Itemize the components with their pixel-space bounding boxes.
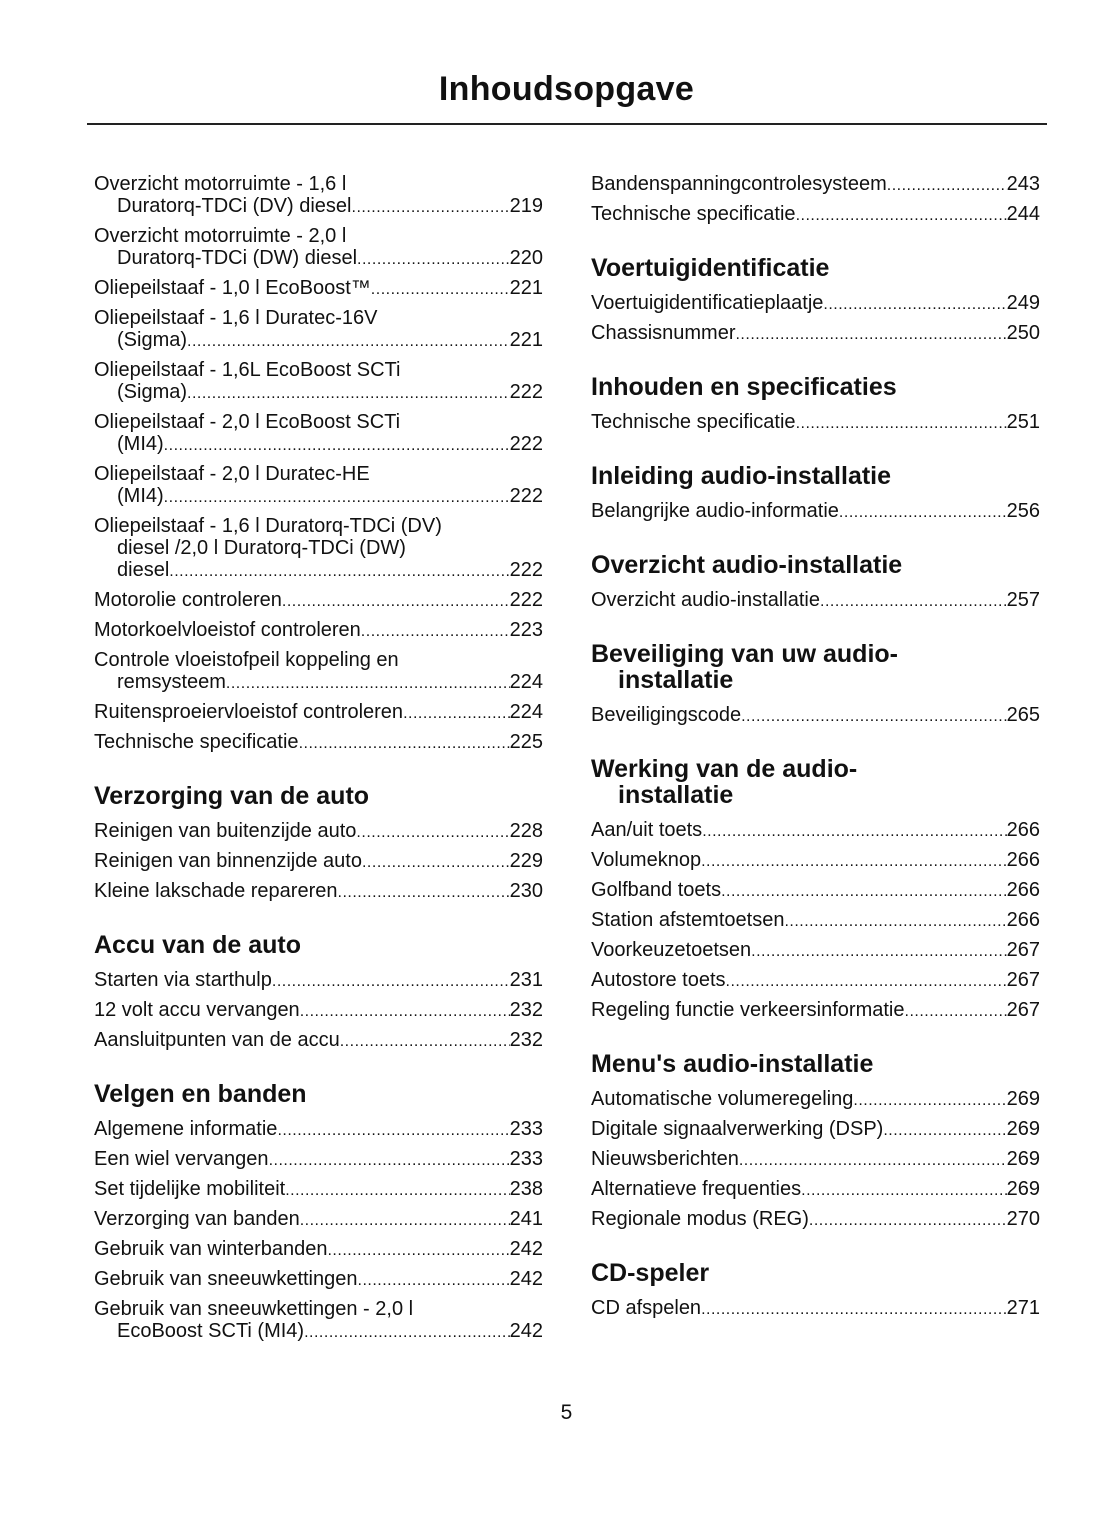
toc-page-number: 266 bbox=[1006, 849, 1040, 871]
toc-entry[interactable] bbox=[591, 1293, 1040, 1323]
section-heading-line: Beveiliging van uw audio- bbox=[591, 640, 898, 668]
dot-leader bbox=[282, 589, 510, 611]
toc-page-number: 238 bbox=[509, 1178, 543, 1200]
dot-leader bbox=[371, 277, 510, 299]
dot-leader bbox=[801, 1178, 1006, 1200]
toc-entry-text: Starten via starthulp bbox=[94, 969, 272, 991]
toc-page-number: 250 bbox=[1006, 322, 1040, 344]
toc-page-number: 221 bbox=[509, 329, 543, 351]
dot-leader bbox=[702, 819, 1006, 841]
toc-entry-line bbox=[591, 1297, 1040, 1319]
section-heading-line: installatie bbox=[618, 781, 734, 809]
dot-leader bbox=[169, 559, 509, 581]
toc-entry[interactable] bbox=[591, 1114, 1040, 1144]
section-heading-line: installatie bbox=[618, 666, 734, 694]
dot-leader bbox=[304, 1320, 510, 1342]
toc-entry-line bbox=[94, 359, 543, 381]
toc-entry[interactable] bbox=[591, 318, 1040, 348]
toc-entry[interactable] bbox=[591, 935, 1040, 965]
toc-page-number: 229 bbox=[509, 850, 543, 872]
toc-page-number: 232 bbox=[509, 999, 543, 1021]
toc-page-number: 269 bbox=[1006, 1118, 1040, 1140]
toc-entry-text: Oliepeilstaaf - 1,6L EcoBoost SCTi bbox=[94, 359, 401, 381]
toc-entry-text: Oliepeilstaaf - 1,6 l Duratorq-TDCi (DV) bbox=[94, 515, 442, 537]
toc-entry[interactable] bbox=[94, 511, 543, 585]
toc-page-number: 230 bbox=[509, 880, 543, 902]
toc-entry[interactable] bbox=[94, 1144, 543, 1174]
toc-entry-line bbox=[94, 731, 543, 753]
toc-entry[interactable] bbox=[591, 199, 1040, 229]
toc-entry-text: 12 volt accu vervangen bbox=[94, 999, 300, 1021]
toc-entry[interactable] bbox=[94, 1294, 543, 1346]
dot-leader bbox=[187, 381, 510, 403]
toc-entry-line bbox=[94, 277, 543, 299]
section-heading-line: Inleiding audio-installatie bbox=[591, 462, 892, 490]
section-heading bbox=[591, 1051, 1040, 1084]
toc-entry-line bbox=[94, 329, 543, 351]
dot-leader bbox=[721, 879, 1007, 901]
toc-entry-text: Duratorq-TDCi (DV) diesel bbox=[117, 195, 352, 217]
dot-leader bbox=[277, 1118, 509, 1140]
toc-entry-line bbox=[591, 1178, 1040, 1200]
section-heading bbox=[591, 641, 1040, 700]
toc-entry-text: Overzicht audio-installatie bbox=[591, 589, 820, 611]
dot-leader bbox=[701, 849, 1007, 871]
toc-entry-text: Reinigen van binnenzijde auto bbox=[94, 850, 362, 872]
toc-entry-line bbox=[591, 589, 1040, 611]
toc-entry[interactable] bbox=[94, 585, 543, 615]
toc-entry-line bbox=[591, 1148, 1040, 1170]
toc-entry-line bbox=[94, 880, 543, 902]
toc-entry[interactable] bbox=[591, 496, 1040, 526]
toc-entry-text: Duratorq-TDCi (DW) diesel bbox=[117, 247, 358, 269]
toc-entry-line bbox=[94, 485, 543, 507]
toc-entry-line bbox=[94, 195, 543, 217]
toc-entry[interactable] bbox=[94, 1264, 543, 1294]
toc-entry-text: Digitale signaalverwerking (DSP) bbox=[591, 1118, 884, 1140]
toc-page-number: 232 bbox=[509, 1029, 543, 1051]
dot-leader bbox=[739, 1148, 1007, 1170]
toc-entry-text: Verzorging van banden bbox=[94, 1208, 300, 1230]
toc-entry-text: Oliepeilstaaf - 2,0 l EcoBoost SCTi bbox=[94, 411, 401, 433]
dot-leader bbox=[784, 909, 1006, 931]
toc-entry-text: Oliepeilstaaf - 1,6 l Duratec-16V bbox=[94, 307, 378, 329]
toc-entry-text: Overzicht motorruimte - 2,0 l bbox=[94, 225, 347, 247]
toc-page-number: 257 bbox=[1006, 589, 1040, 611]
toc-entry-line bbox=[94, 649, 543, 671]
toc-page-number: 233 bbox=[509, 1118, 543, 1140]
toc-page-number: 244 bbox=[1006, 203, 1040, 225]
toc-entry-text: Volumeknop bbox=[591, 849, 702, 871]
dot-leader bbox=[226, 671, 510, 693]
toc-entry[interactable] bbox=[591, 965, 1040, 995]
toc-entry-text: Technische specificatie bbox=[591, 203, 796, 225]
dot-leader bbox=[187, 329, 510, 351]
dot-leader bbox=[853, 1088, 1006, 1110]
dot-leader bbox=[300, 1208, 510, 1230]
toc-entry-line bbox=[591, 1208, 1040, 1230]
section-heading-line: Menu's audio-installatie bbox=[591, 1050, 874, 1078]
toc-page-number: 220 bbox=[509, 247, 543, 269]
toc-page-number: 269 bbox=[1006, 1178, 1040, 1200]
toc-entry[interactable] bbox=[94, 816, 543, 846]
toc-entry-text: diesel bbox=[117, 559, 170, 581]
toc-entry-line bbox=[94, 619, 543, 641]
dot-leader bbox=[340, 1029, 510, 1051]
page-number: 5 bbox=[560, 1401, 573, 1424]
toc-entry[interactable] bbox=[591, 905, 1040, 935]
section-heading-line: Voertuigidentificatie bbox=[591, 254, 830, 282]
dot-leader bbox=[735, 322, 1006, 344]
toc-entry-line bbox=[591, 969, 1040, 991]
toc-page-number: 267 bbox=[1006, 969, 1040, 991]
toc-entry-text: Chassisnummer bbox=[591, 322, 736, 344]
dot-leader bbox=[403, 701, 510, 723]
toc-page-number: 271 bbox=[1006, 1297, 1040, 1319]
toc-entry-line bbox=[94, 1238, 543, 1260]
toc-entry[interactable] bbox=[591, 1084, 1040, 1114]
section-heading-line: Werking van de audio- bbox=[591, 755, 858, 783]
toc-entry-text: Overzicht motorruimte - 1,6 l bbox=[94, 173, 347, 195]
toc-column-left bbox=[94, 169, 543, 1346]
toc-entry[interactable] bbox=[94, 1174, 543, 1204]
section-heading bbox=[591, 552, 1040, 585]
toc-entry-line bbox=[94, 820, 543, 842]
toc-entry-text: (Sigma) bbox=[117, 381, 188, 403]
toc-entry-line bbox=[94, 969, 543, 991]
page-title: Inhoudsopgave bbox=[438, 70, 695, 108]
toc-entry-line bbox=[94, 1118, 543, 1140]
toc-entry-text: Reinigen van buitenzijde auto bbox=[94, 820, 357, 842]
toc-entry-line bbox=[591, 1118, 1040, 1140]
dot-leader bbox=[809, 1208, 1007, 1230]
toc-entry-line bbox=[591, 909, 1040, 931]
toc-entry-text: Aansluitpunten van de accu bbox=[94, 1029, 340, 1051]
toc-entry-text: Beveiligingscode bbox=[591, 704, 742, 726]
toc-entry-text: (Sigma) bbox=[117, 329, 188, 351]
toc-entry-line bbox=[591, 500, 1040, 522]
section-heading bbox=[591, 374, 1040, 407]
toc-page-number: 249 bbox=[1006, 292, 1040, 314]
toc-entry[interactable] bbox=[94, 459, 543, 511]
toc-entry-text: Gebruik van sneeuwkettingen bbox=[94, 1268, 358, 1290]
toc-entry[interactable] bbox=[591, 845, 1040, 875]
toc-entry-text: Controle vloeistofpeil koppeling en bbox=[94, 649, 399, 671]
toc-entry[interactable] bbox=[94, 697, 543, 727]
dot-leader bbox=[338, 880, 510, 902]
toc-entry[interactable] bbox=[591, 1204, 1040, 1234]
toc-entry-line bbox=[591, 879, 1040, 901]
toc-entry-line bbox=[94, 1298, 543, 1320]
toc-page-number: 266 bbox=[1006, 819, 1040, 841]
toc-entry-text: Aan/uit toets bbox=[591, 819, 703, 841]
toc-entry-line bbox=[94, 1029, 543, 1051]
section-heading bbox=[591, 1260, 1040, 1293]
toc-entry[interactable] bbox=[591, 1174, 1040, 1204]
section-heading bbox=[94, 1081, 543, 1114]
toc-page-number: 219 bbox=[509, 195, 543, 217]
toc-entry-text: Gebruik van sneeuwkettingen - 2,0 l bbox=[94, 1298, 414, 1320]
toc-entry-text: Alternatieve frequenties bbox=[591, 1178, 802, 1200]
toc-entry-text: Algemene informatie bbox=[94, 1118, 278, 1140]
toc-page-number: 267 bbox=[1006, 999, 1040, 1021]
toc-entry-line bbox=[94, 701, 543, 723]
dot-leader bbox=[327, 1238, 509, 1260]
toc-entry-line bbox=[591, 1088, 1040, 1110]
toc-page-number: 222 bbox=[509, 559, 543, 581]
dot-leader bbox=[300, 999, 510, 1021]
section-heading-line: CD-speler bbox=[591, 1259, 710, 1287]
section-heading bbox=[94, 932, 543, 965]
toc-entry-line bbox=[591, 939, 1040, 961]
toc-entry-text: Ruitensproeiervloeistof controleren bbox=[94, 701, 404, 723]
toc-entry-text: Voorkeuzetoetsen bbox=[591, 939, 752, 961]
toc-page-number: 269 bbox=[1006, 1088, 1040, 1110]
toc-entry-text: (MI4) bbox=[117, 485, 164, 507]
toc-entry-text: Technische specificatie bbox=[591, 411, 796, 433]
toc-page-number: 243 bbox=[1006, 173, 1040, 195]
toc-entry[interactable] bbox=[94, 615, 543, 645]
toc-entry-text: Belangrijke audio-informatie bbox=[591, 500, 839, 522]
dot-leader bbox=[361, 619, 510, 641]
toc-entry[interactable] bbox=[591, 1144, 1040, 1174]
toc-entry-text: diesel /2,0 l Duratorq-TDCi (DW) bbox=[117, 537, 406, 559]
toc-page-number: 233 bbox=[509, 1148, 543, 1170]
toc-page-number: 222 bbox=[509, 381, 543, 403]
dot-leader bbox=[285, 1178, 509, 1200]
toc-entry-text: (MI4) bbox=[117, 433, 164, 455]
section-heading-line: Velgen en banden bbox=[94, 1080, 307, 1108]
toc-page-number: 251 bbox=[1006, 411, 1040, 433]
toc-entry-text: Technische specificatie bbox=[94, 731, 299, 753]
toc-entry-text: Set tijdelijke mobiliteit bbox=[94, 1178, 286, 1200]
toc-entry-line bbox=[94, 537, 543, 559]
toc-entry[interactable] bbox=[94, 303, 543, 355]
toc-entry-line bbox=[94, 850, 543, 872]
toc-entry[interactable] bbox=[591, 875, 1040, 905]
toc-entry-text: Gebruik van winterbanden bbox=[94, 1238, 328, 1260]
dot-leader bbox=[887, 173, 1007, 195]
section-heading bbox=[591, 756, 1040, 815]
toc-entry-line bbox=[94, 463, 543, 485]
toc-entry-line bbox=[94, 1268, 543, 1290]
section-heading bbox=[94, 783, 543, 816]
toc-entry-line bbox=[94, 433, 543, 455]
dot-leader bbox=[839, 500, 1007, 522]
toc-page-number: 270 bbox=[1006, 1208, 1040, 1230]
toc-page-number: 223 bbox=[509, 619, 543, 641]
dot-leader bbox=[796, 203, 1007, 225]
toc-entry[interactable] bbox=[94, 355, 543, 407]
dot-leader bbox=[741, 704, 1007, 726]
toc-entry[interactable] bbox=[591, 407, 1040, 437]
toc-page-number: 269 bbox=[1006, 1148, 1040, 1170]
toc-page-number: 222 bbox=[509, 485, 543, 507]
toc-entry-line bbox=[94, 559, 543, 581]
toc-entry-text: Station afstemtoetsen bbox=[591, 909, 785, 931]
dot-leader bbox=[820, 589, 1007, 611]
toc-page-number: 266 bbox=[1006, 909, 1040, 931]
dot-leader bbox=[299, 731, 510, 753]
toc-entry[interactable] bbox=[591, 169, 1040, 199]
toc-entry-line bbox=[94, 999, 543, 1021]
toc-entry-line bbox=[591, 411, 1040, 433]
toc-entry-line bbox=[94, 515, 543, 537]
toc-entry[interactable] bbox=[94, 169, 543, 221]
toc-page-number: 265 bbox=[1006, 704, 1040, 726]
dot-leader bbox=[357, 247, 510, 269]
toc-page-number: 224 bbox=[509, 671, 543, 693]
toc-entry-line bbox=[591, 819, 1040, 841]
toc-page-number: 267 bbox=[1006, 939, 1040, 961]
section-heading-line: Overzicht audio-installatie bbox=[591, 551, 903, 579]
dot-leader bbox=[164, 433, 510, 455]
toc-entry[interactable] bbox=[94, 1025, 543, 1055]
toc-entry-line bbox=[94, 225, 543, 247]
section-heading bbox=[591, 255, 1040, 288]
toc-page-number: 242 bbox=[509, 1268, 543, 1290]
toc-column-right bbox=[591, 169, 1040, 1323]
section-heading bbox=[591, 463, 1040, 496]
toc-entry-text: Golfband toets bbox=[591, 879, 722, 901]
toc-entry-line bbox=[94, 381, 543, 403]
dot-leader bbox=[883, 1118, 1006, 1140]
toc-entry-text: Autostore toets bbox=[591, 969, 726, 991]
dot-leader bbox=[726, 969, 1007, 991]
toc-entry-text: Motorkoelvloeistof controleren bbox=[94, 619, 361, 641]
toc-entry-text: CD afspelen bbox=[591, 1297, 702, 1319]
toc-page-number: 222 bbox=[509, 589, 543, 611]
toc-entry-line bbox=[94, 307, 543, 329]
toc-entry[interactable] bbox=[94, 1204, 543, 1234]
toc-entry-line bbox=[591, 322, 1040, 344]
toc-entry[interactable] bbox=[591, 288, 1040, 318]
dot-leader bbox=[796, 411, 1007, 433]
toc-entry-line bbox=[591, 203, 1040, 225]
toc-entry-line bbox=[94, 671, 543, 693]
toc-entry[interactable] bbox=[94, 727, 543, 757]
toc-entry-text: remsysteem bbox=[117, 671, 226, 693]
toc-entry-line bbox=[94, 247, 543, 269]
toc-entry-line bbox=[591, 704, 1040, 726]
toc-entry-text: Nieuwsberichten bbox=[591, 1148, 739, 1170]
toc-entry-text: Kleine lakschade repareren bbox=[94, 880, 338, 902]
toc-entry[interactable] bbox=[94, 273, 543, 303]
toc-entry-text: Bandenspanningcontrolesysteem bbox=[591, 173, 887, 195]
dot-leader bbox=[352, 195, 510, 217]
title-divider bbox=[87, 123, 1047, 125]
toc-entry[interactable] bbox=[94, 407, 543, 459]
toc-entry[interactable] bbox=[94, 1234, 543, 1264]
dot-leader bbox=[358, 1268, 510, 1290]
dot-leader bbox=[701, 1297, 1007, 1319]
toc-page-number: 225 bbox=[509, 731, 543, 753]
dot-leader bbox=[269, 1148, 510, 1170]
toc-entry-text: EcoBoost SCTi (MI4) bbox=[117, 1320, 305, 1342]
toc-entry-text: Automatische volumeregeling bbox=[591, 1088, 854, 1110]
dot-leader bbox=[751, 939, 1007, 961]
toc-entry-line bbox=[94, 1208, 543, 1230]
toc-entry-line bbox=[591, 999, 1040, 1021]
toc-page-number: 231 bbox=[509, 969, 543, 991]
toc-entry-text: Oliepeilstaaf - 2,0 l Duratec-HE bbox=[94, 463, 370, 485]
toc-page-number: 242 bbox=[509, 1320, 543, 1342]
toc-entry-line bbox=[591, 292, 1040, 314]
dot-leader bbox=[905, 999, 1007, 1021]
toc-entry-text: Regionale modus (REG) bbox=[591, 1208, 809, 1230]
toc-entry-line bbox=[591, 849, 1040, 871]
section-heading-line: Verzorging van de auto bbox=[94, 782, 370, 810]
toc-entry[interactable] bbox=[591, 585, 1040, 615]
section-heading-line: Accu van de auto bbox=[94, 931, 301, 959]
toc-entry[interactable] bbox=[591, 700, 1040, 730]
toc-entry[interactable] bbox=[94, 876, 543, 906]
toc-page-number: 224 bbox=[509, 701, 543, 723]
toc-page-number: 222 bbox=[509, 433, 543, 455]
toc-page-number: 241 bbox=[509, 1208, 543, 1230]
toc-entry-line bbox=[94, 1178, 543, 1200]
toc-entry-text: Voertuigidentificatieplaatje bbox=[591, 292, 824, 314]
toc-entry-line bbox=[94, 411, 543, 433]
toc-entry-text: Motorolie controleren bbox=[94, 589, 282, 611]
toc-entry[interactable] bbox=[591, 815, 1040, 845]
toc-page-number: 256 bbox=[1006, 500, 1040, 522]
dot-leader bbox=[356, 820, 509, 842]
toc-entry[interactable] bbox=[94, 221, 543, 273]
toc-entry[interactable] bbox=[94, 965, 543, 995]
toc-entry-text: Regeling functie verkeersinformatie bbox=[591, 999, 905, 1021]
toc-entry[interactable] bbox=[94, 846, 543, 876]
section-heading-line: Inhouden en specificaties bbox=[591, 373, 897, 401]
toc-entry[interactable] bbox=[94, 1114, 543, 1144]
dot-leader bbox=[164, 485, 510, 507]
toc-entry[interactable] bbox=[591, 995, 1040, 1025]
dot-leader bbox=[362, 850, 510, 872]
toc-page-number: 242 bbox=[509, 1238, 543, 1260]
toc-entry-line bbox=[94, 1320, 543, 1342]
toc-entry-text: Oliepeilstaaf - 1,0 l EcoBoost™ bbox=[94, 277, 371, 299]
toc-page-number: 266 bbox=[1006, 879, 1040, 901]
toc-page-number: 228 bbox=[509, 820, 543, 842]
dot-leader bbox=[823, 292, 1006, 314]
toc-entry-text: Een wiel vervangen bbox=[94, 1148, 269, 1170]
toc-entry-line bbox=[94, 173, 543, 195]
toc-page-number: 221 bbox=[509, 277, 543, 299]
toc-entry-line bbox=[591, 173, 1040, 195]
toc-entry[interactable] bbox=[94, 645, 543, 697]
toc-entry-line bbox=[94, 589, 543, 611]
dot-leader bbox=[272, 969, 510, 991]
toc-entry-line bbox=[94, 1148, 543, 1170]
toc-entry[interactable] bbox=[94, 995, 543, 1025]
